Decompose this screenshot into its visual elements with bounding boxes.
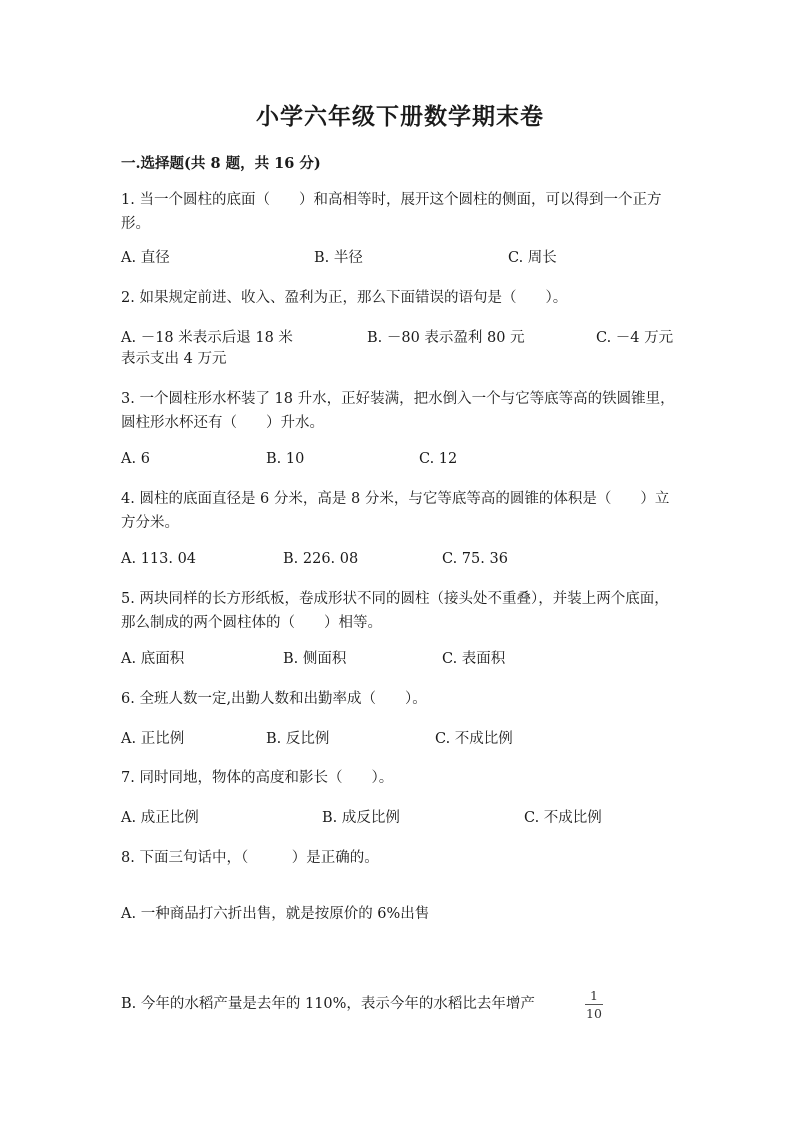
q2-option-a: A. －18 米表示后退 18 米	[121, 330, 293, 346]
question-8-stem: 8. 下面三句话中，（ ）是正确的。	[121, 850, 379, 866]
q3-option-a: A. 6	[121, 451, 150, 467]
q7-option-a: A. 成正比例	[121, 810, 199, 826]
exam-title: 小学六年级下册数学期末卷	[256, 103, 544, 130]
fraction-one-tenth	[583, 988, 605, 1021]
q2-option-c: C. －4 万元	[596, 330, 674, 346]
q1-option-b: B. 半径	[314, 250, 363, 266]
question-6-stem: 6. 全班人数一定,出勤人数和出勤率成（ ）。	[121, 691, 427, 707]
question-4-stem: 4. 圆柱的底面直径是 6 分米，高是 8 分米，与它等底等高的圆锥的体积是（ ）立方分米。	[121, 491, 670, 531]
q1-option-c: C. 周长	[508, 250, 557, 266]
q4-option-b: B. 226. 08	[283, 551, 359, 567]
fraction-numerator: 1	[590, 988, 598, 1003]
q5-option-a: A. 底面积	[121, 651, 185, 667]
q3-option-b: B. 10	[266, 451, 305, 467]
q6-option-b: B. 反比例	[266, 731, 330, 747]
q6-option-c: C. 不成比例	[435, 731, 513, 747]
q2-option-b: B. －80 表示盈利 80 元	[367, 330, 525, 346]
q6-option-a: A. 正比例	[121, 731, 185, 747]
q3-option-c: C. 12	[419, 451, 458, 467]
question-2-stem: 2. 如果规定前进、收入、盈利为正，那么下面错误的语句是（ ）。	[121, 290, 568, 306]
q8-option-b: B. 今年的水稻产量是去年的 110%，表示今年的水稻比去年增产	[121, 996, 535, 1012]
question-7-stem: 7. 同时同地，物体的高度和影长（ ）。	[121, 770, 394, 786]
q8-option-a: A. 一种商品打六折出售，就是按原价的 6%出售	[121, 906, 430, 922]
fraction-denominator: 10	[586, 1006, 602, 1021]
fraction-bar	[585, 1004, 603, 1005]
q1-option-a: A. 直径	[121, 250, 170, 266]
question-3-stem: 3. 一个圆柱形水杯装了 18 升水，正好装满，把水倒入一个与它等底等高的铁圆锥里，圆柱形水杯还有（ ）升水。	[121, 391, 675, 431]
q5-option-b: B. 侧面积	[283, 651, 347, 667]
section-heading: 一.选择题(共 8 题，共 16 分)	[121, 155, 321, 172]
question-1-stem: 1. 当一个圆柱的底面（ ）和高相等时，展开这个圆柱的侧面，可以得到一个正方形。	[121, 192, 662, 232]
q7-option-b: B. 成反比例	[322, 810, 400, 826]
q2-option-c-continued: 表示支出 4 万元	[121, 351, 227, 367]
q4-option-c: C. 75. 36	[442, 551, 508, 567]
question-5-stem: 5. 两块同样的长方形纸板，卷成形状不同的圆柱（接头处不重叠），并装上两个底面，那么制成的两个圆柱体的（ ）相等。	[121, 591, 669, 631]
q5-option-c: C. 表面积	[442, 651, 506, 667]
q7-option-c: C. 不成比例	[524, 810, 602, 826]
q4-option-a: A. 113. 04	[121, 551, 197, 567]
